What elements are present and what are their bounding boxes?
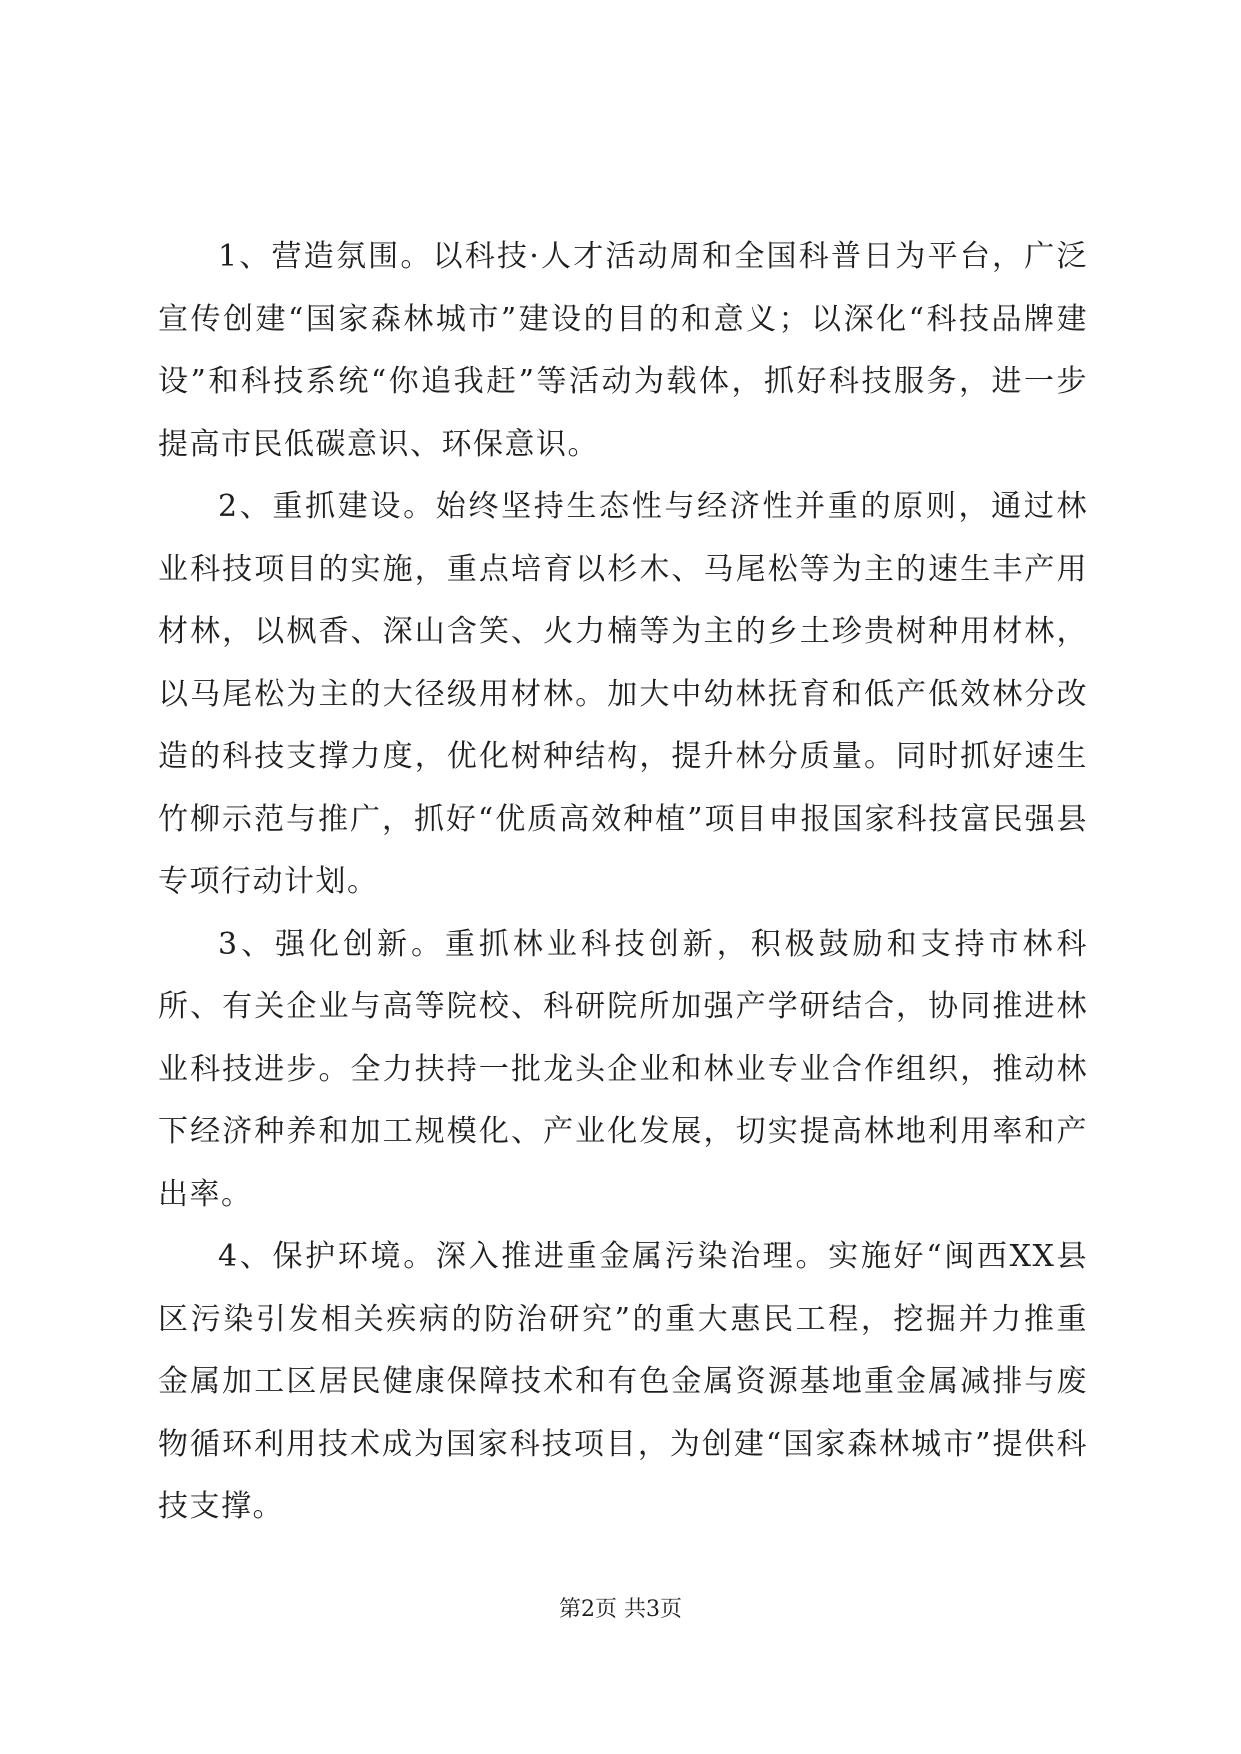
paragraph-3: 3、强化创新。重抓林业科技创新，积极鼓励和支持市林科所、有关企业与高等院校、科研院所加强产学研结合，协同推进林业科技进步。全力扶持一批龙头企业和林业专业合作组织，推动林下经济种养和加工规模化、产业化发展，切实提高林地利用率和产出率。 xyxy=(158,926,1088,1212)
document-body xyxy=(158,226,1088,1539)
paragraph-4: 4、保护环境。深入推进重金属污染治理。实施好“闽西XX县区污染引发相关疾病的防治研究”的重大惠民工程，挖掘并力推重金属加工区居民健康保障技术和有色金属资源基地重金属减排与废物循环利用技术成为国家科技项目，为创建“国家森林城市”提供科技支撑。 xyxy=(158,1239,1088,1524)
page-footer: 第2页 共3页 xyxy=(559,1597,682,1622)
paragraph-1: 1、营造氛围。以科技·人才活动周和全国科普日为平台，广泛宣传创建“国家森林城市”建设的目的和意义；以深化“科技品牌建设”和科技系统“你追我赶”等活动为载体，抓好科技服务，进一步提高市民低碳意识、环保意识。 xyxy=(158,239,1088,462)
paragraph-2: 2、重抓建设。始终坚持生态性与经济性并重的原则，通过林业科技项目的实施，重点培育以杉木、马尾松等为主的速生丰产用材林，以枫香、深山含笑、火力楠等为主的乡土珍贵树种用材林，以马尾松为主的大径级用材林。加大中幼林抚育和低产低效林分改造的科技支撑力度，优化树种结构，提升林分质量。同时抓好速生竹柳示范与推广，抓好“优质高效种植”项目申报国家科技富民强县专项行动计划。 xyxy=(158,489,1088,899)
